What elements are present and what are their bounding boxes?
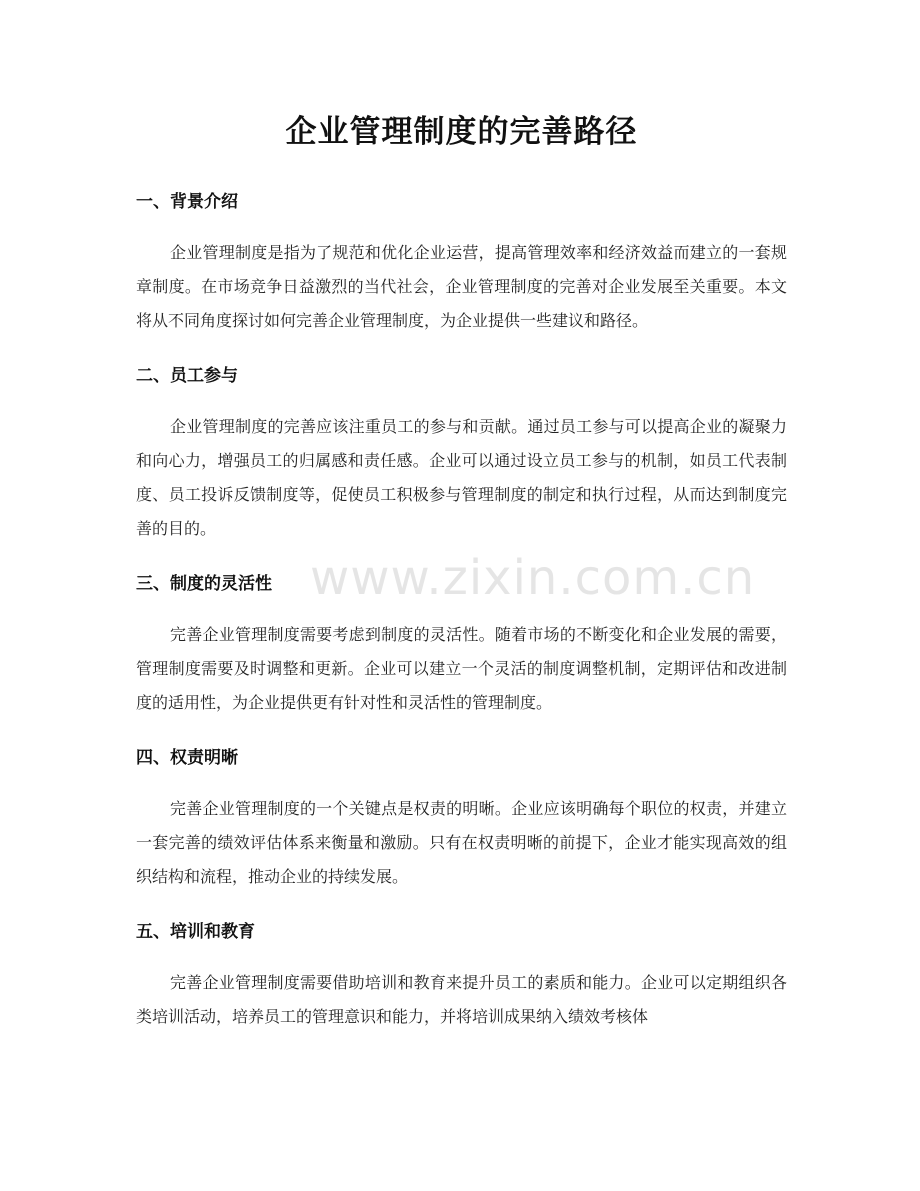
section-heading: 五、培训和教育 bbox=[136, 922, 255, 942]
section-paragraph: 企业管理制度是指为了规范和优化企业运营，提高管理效率和经济效益而建立的一套规章制度。在市场竞争日益激烈的当代社会，企业管理制度的完善对企业发展至关重要。本文将从不同角度探讨如何完善企业管理制度，为企业提供一些建议和路径。 bbox=[136, 243, 787, 330]
section-heading: 一、背景介绍 bbox=[136, 192, 238, 212]
section-heading: 三、制度的灵活性 bbox=[136, 574, 272, 594]
section-employee-participation bbox=[136, 364, 787, 546]
section-paragraph: 企业管理制度的完善应该注重员工的参与和贡献。通过员工参与可以提高企业的凝聚力和向心力，增强员工的归属感和责任感。企业可以通过设立员工参与的机制，如员工代表制度、员工投诉反馈制度等，促使员工积极参与管理制度的制定和执行过程，从而达到制度完善的目的。 bbox=[136, 417, 787, 538]
section-paragraph: 完善企业管理制度需要考虑到制度的灵活性。随着市场的不断变化和企业发展的需要，管理制度需要及时调整和更新。企业可以建立一个灵活的制度调整机制，定期评估和改进制度的适用性，为企业提供更有针对性和灵活性的管理制度。 bbox=[136, 625, 787, 712]
section-heading: 四、权责明晰 bbox=[136, 748, 238, 768]
section-training bbox=[136, 920, 787, 1034]
document-title: 企业管理制度的完善路径 bbox=[285, 114, 638, 150]
section-background bbox=[136, 190, 787, 338]
section-heading: 二、员工参与 bbox=[136, 366, 238, 386]
section-flexibility bbox=[136, 572, 787, 720]
section-responsibility bbox=[136, 746, 787, 894]
watermark: www.zixin.com.cn bbox=[310, 550, 756, 606]
section-paragraph: 完善企业管理制度的一个关键点是权责的明晰。企业应该明确每个职位的权责，并建立一套完善的绩效评估体系来衡量和激励。只有在权责明晰的前提下，企业才能实现高效的组织结构和流程，推动企业的持续发展。 bbox=[136, 799, 787, 886]
section-paragraph: 完善企业管理制度需要借助培训和教育来提升员工的素质和能力。企业可以定期组织各类培训活动，培养员工的管理意识和能力，并将培训成果纳入绩效考核体 bbox=[136, 973, 787, 1026]
